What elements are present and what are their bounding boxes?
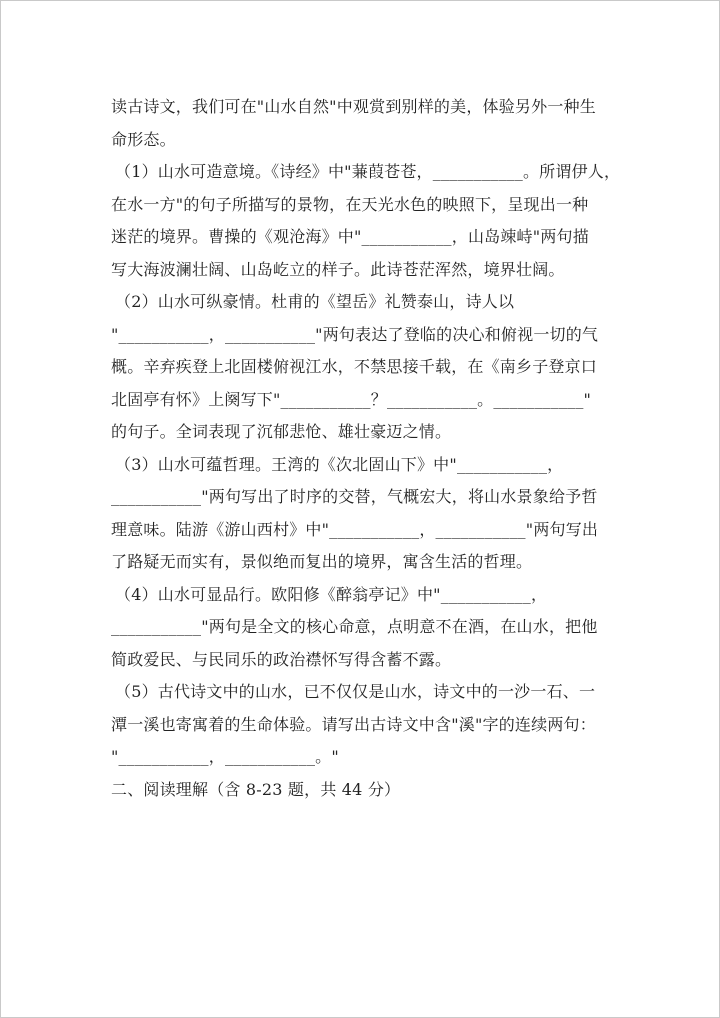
text-line: 潭一溪也寄寓着的生命体验。请写出古诗文中含"溪"字的连续两句： (111, 714, 596, 734)
text-line: "___________，___________"两句表达了登临的决心和俯视一切的气 (111, 324, 599, 344)
text-line: 简政爱民、与民同乐的政治襟怀写得含蓄不露。 (111, 649, 452, 669)
text-line: 读古诗文，我们可在"山水自然"中观赏到别样的美，体验另外一种生 (111, 97, 596, 116)
document-body (111, 91, 621, 806)
text-line: 概。辛弃疾登上北固楼俯视江水，不禁思接千载，在《南乡子登京口 (111, 357, 598, 376)
question-3-line: （3）山水可蕴哲理。王湾的《次北固山下》中"___________， (115, 454, 564, 474)
text-line: 理意味。陆游《游山西村》中"___________，___________"两句写出 (111, 519, 599, 539)
text-line: 在水一方"的句子所描写的景物，在天光水色的映照下，呈现出一种 (111, 194, 589, 214)
text-line: 北固亭有怀》上阕写下"___________？___________。___________" (111, 389, 592, 409)
text-line: ___________"两句写出了时序的交替，气概宏大，将山水景象给予哲 (111, 487, 598, 506)
text-line: 了路疑无而实有，景似绝而复出的境界，寓含生活的哲理。 (111, 552, 533, 571)
question-4-line: （4）山水可显品行。欧阳修《醉翁亭记》中"___________， (115, 584, 548, 604)
text-line: 写大海波澜壮阔、山岛屹立的样子。此诗苍茫浑然，境界壮阔。 (111, 259, 565, 279)
text-line: "___________，___________。" (111, 747, 339, 766)
text-line: ___________"两句是全文的核心命意，点明意不在酒，在山水，把他 (111, 617, 598, 636)
text-line: 命形态。 (111, 129, 176, 149)
question-2-line: （2）山水可纵豪情。杜甫的《望岳》礼赞泰山，诗人以 (115, 292, 515, 311)
text-line: 迷茫的境界。曹操的《观沧海》中"___________，山岛竦峙"两句描 (111, 227, 589, 246)
text-line: 的句子。全词表现了沉郁悲怆、雄壮豪迈之情。 (111, 422, 452, 441)
section-heading: 二、阅读理解（含 8-23 题，共 44 分） (111, 779, 401, 799)
question-1-line: （1）山水可造意境。《诗经》中"蒹葭苍苍，___________。所谓伊人， (115, 162, 621, 181)
question-5-line: （5）古代诗文中的山水，已不仅仅是山水，诗文中的一沙一石、一 (115, 682, 596, 701)
